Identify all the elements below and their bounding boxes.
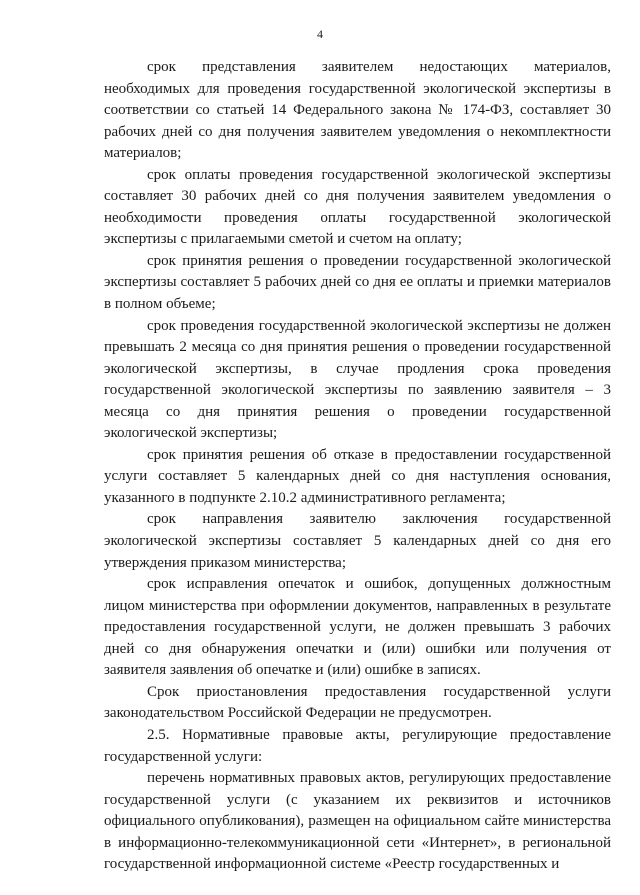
paragraph-payment-deadline: срок оплаты проведения государственной экологической экспертизы составляет 30 рабочих дней со дня получения заявителем уведомления о необходимости проведения оплаты государственной экологической экспертизы с прилагаемыми сметой и счетом на оплату;	[104, 166, 611, 248]
paragraph-conclusion-delivery-deadline: срок направления заявителю заключения государственной экологической экспертизы составляет 5 календарных дней со дня его утверждения приказом министерства;	[104, 511, 611, 571]
paragraph-suspension: Срок приостановления предоставления государственной услуги законодательством Российской Федерации не предусмотрен.	[104, 683, 611, 722]
paragraph-expertise-duration: срок проведения государственной экологической экспертизы не должен превышать 2 месяца со дня принятия решения о проведении государственной экологической экспертизы, в случае продления срока проведения государственной экологической экспертизы по заявлению заявителя – 3 месяца со дня принятия решения о проведении государственной экологической экспертизы;	[104, 317, 611, 442]
paragraph-decision-deadline: срок принятия решения о проведении государственной экологической экспертизы составляет 5 рабочих дней со дня ее оплаты и приемки материалов в полном объеме;	[104, 252, 611, 313]
paragraph-section-2-5-heading: 2.5. Нормативные правовые акты, регулирующие предоставление государственной услуги:	[104, 726, 611, 765]
paragraph-legal-acts-list: перечень нормативных правовых актов, регулирующих предоставление государственной услуги (с указанием их реквизитов и источников официального опубликования), размещен на официальном сайте министерства в информационно-телекоммуникационной сети «Интернет», в региональной государственной информационной системе «Реестр государственных и	[104, 770, 611, 873]
document-body	[104, 57, 611, 876]
paragraph-error-correction-deadline: срок исправления опечаток и ошибок, допущенных должностным лицом министерства при оформлении документов, направленных в результате предоставления государственной услуги, не должен превышать 3 рабочих дней со дня обнаружения опечатки и (или) ошибки или получения от заявителя заявления об опечатке и (или) ошибке в записях.	[104, 576, 611, 679]
paragraph-refusal-deadline: срок принятия решения об отказе в предоставлении государственной услуги составляет 5 календарных дней со дня наступления основания, указанного в подпункте 2.10.2 административного регламента;	[104, 446, 611, 506]
page-number: 4	[317, 27, 323, 41]
paragraph-missing-materials-deadline: срок представления заявителем недостающих материалов, необходимых для проведения государственной экологической экспертизы в соответствии со статьей 14 Федерального закона № 174-ФЗ, составляет 30 рабочих дней со дня получения заявителем уведомления о некомплектности материалов;	[104, 59, 611, 162]
